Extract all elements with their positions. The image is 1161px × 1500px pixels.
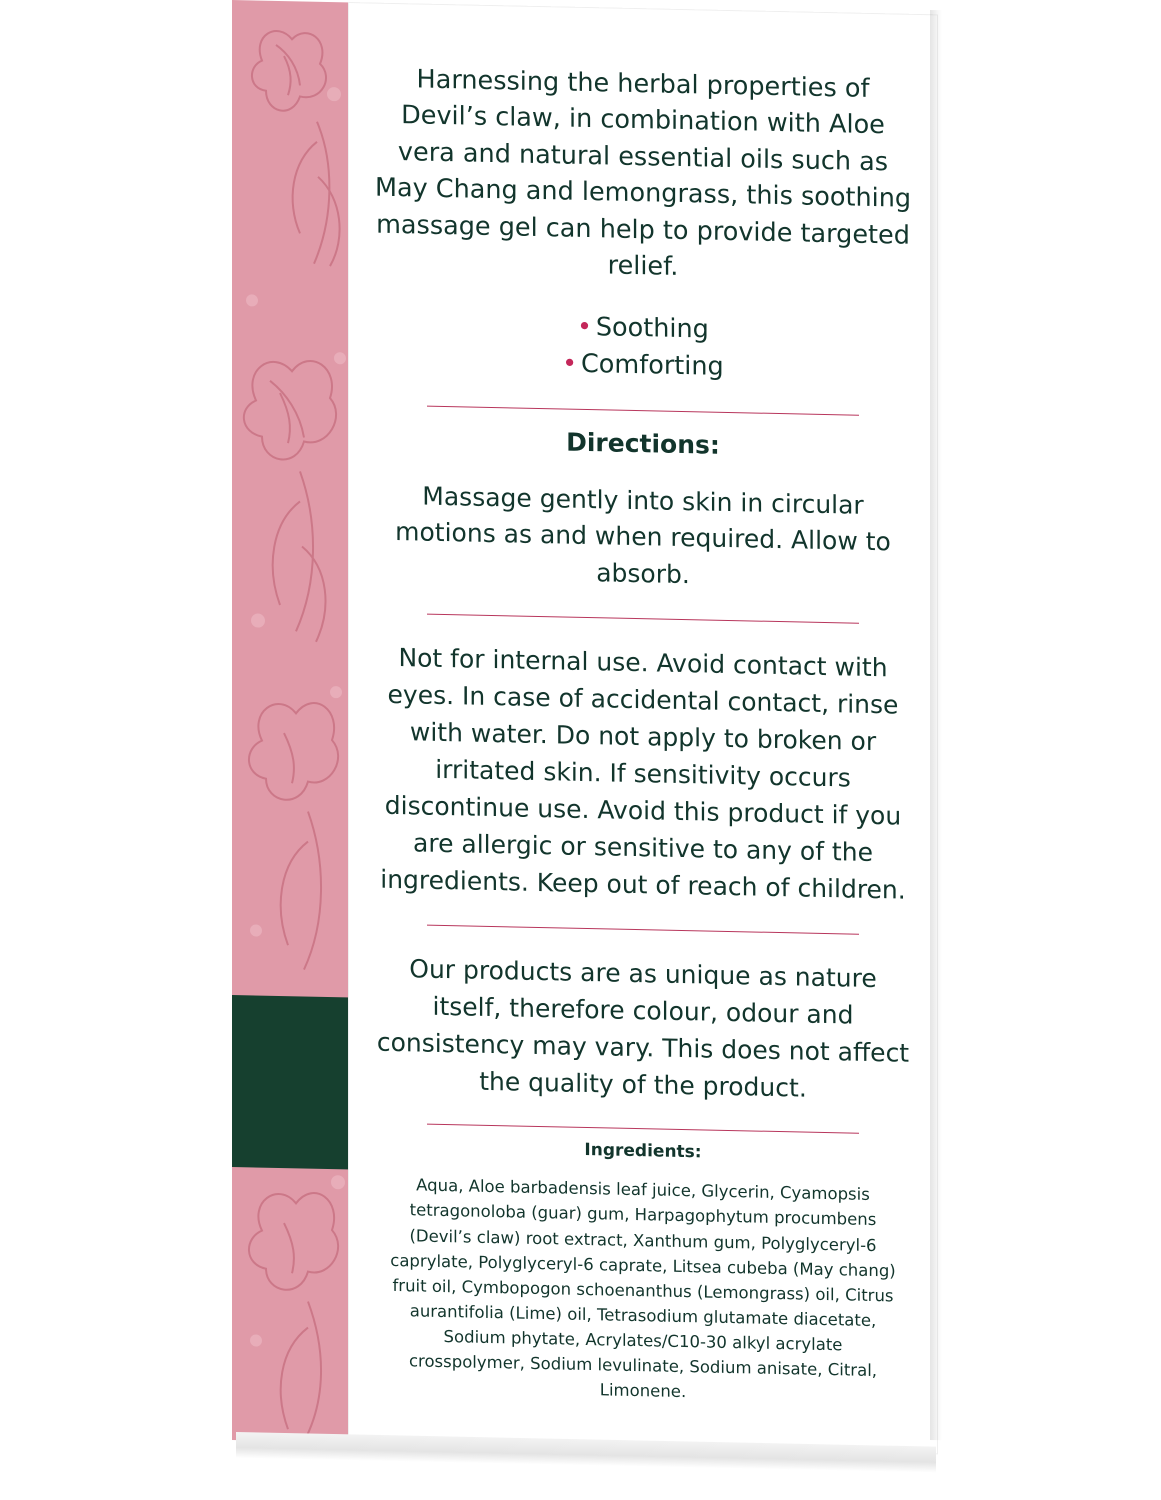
divider-rule: [427, 406, 859, 416]
divider-rule: [427, 925, 859, 935]
panel-edge-shadow: [930, 10, 942, 1440]
package-side-panel: [232, 0, 352, 1443]
variation-note: Our products are as unique as nature itself, therefore colour, odour and consistency may vary. This does not affect the quality of the product.: [376, 954, 910, 1103]
caution-paragraph: Not for internal use. Avoid contact with eyes. In case of accidental contact, rinse with water. Do not apply to broken or irritated skin. If sensitivity occurs discontinue use. Avoid this product if you are allergic or sensitive to any of the ingredients. Keep out of reach of children.: [380, 642, 906, 905]
divider-rule: [427, 614, 859, 624]
benefit-label: Comforting: [581, 349, 724, 383]
package-back-panel: [348, 2, 938, 1454]
bullet-icon: •: [562, 348, 577, 378]
floral-pattern-icon: [232, 0, 352, 1443]
directions-body: Massage gently into skin in circular motions as and when required. Allow to absorb.: [395, 481, 891, 589]
bullet-icon: •: [577, 312, 592, 342]
directions-title: Directions:: [566, 427, 720, 460]
intro-paragraph: Harnessing the herbal properties of Devil’s claw, in combination with Aloe vera and natural essential oils such as May Chang and lemongrass, this soothing massage gel can help to provide targeted relief.: [374, 64, 912, 283]
ingredients-title: Ingredients:: [584, 1139, 702, 1163]
panel-content: [360, 2, 926, 1454]
benefit-label: Soothing: [595, 312, 709, 345]
side-panel-dark-band: [232, 995, 352, 1170]
benefits-list: [374, 305, 912, 390]
ingredients-body: Aqua, Aloe barbadensis leaf juice, Glycerin, Cyamopsis tetragonoloba (guar) gum, Harpagophytum procumbens (Devil’s claw) root extract, Xanthum gum, Polyglyceryl-6 caprylate, Polyglyceryl-6 caprate, Litsea cubeba (May chang) fruit oil, Cymbopogon schoenanthus (Lemongrass) oil, Citrus aurantifolia (Lime) oil, Tetrasodium glutamate diacetate, Sodium phytate, Acrylates/C10-30 alkyl acrylate crosspolymer, Sodium levulinate, Sodium anisate, Citral, Limonene.: [390, 1175, 896, 1402]
divider-rule: [427, 1124, 859, 1134]
